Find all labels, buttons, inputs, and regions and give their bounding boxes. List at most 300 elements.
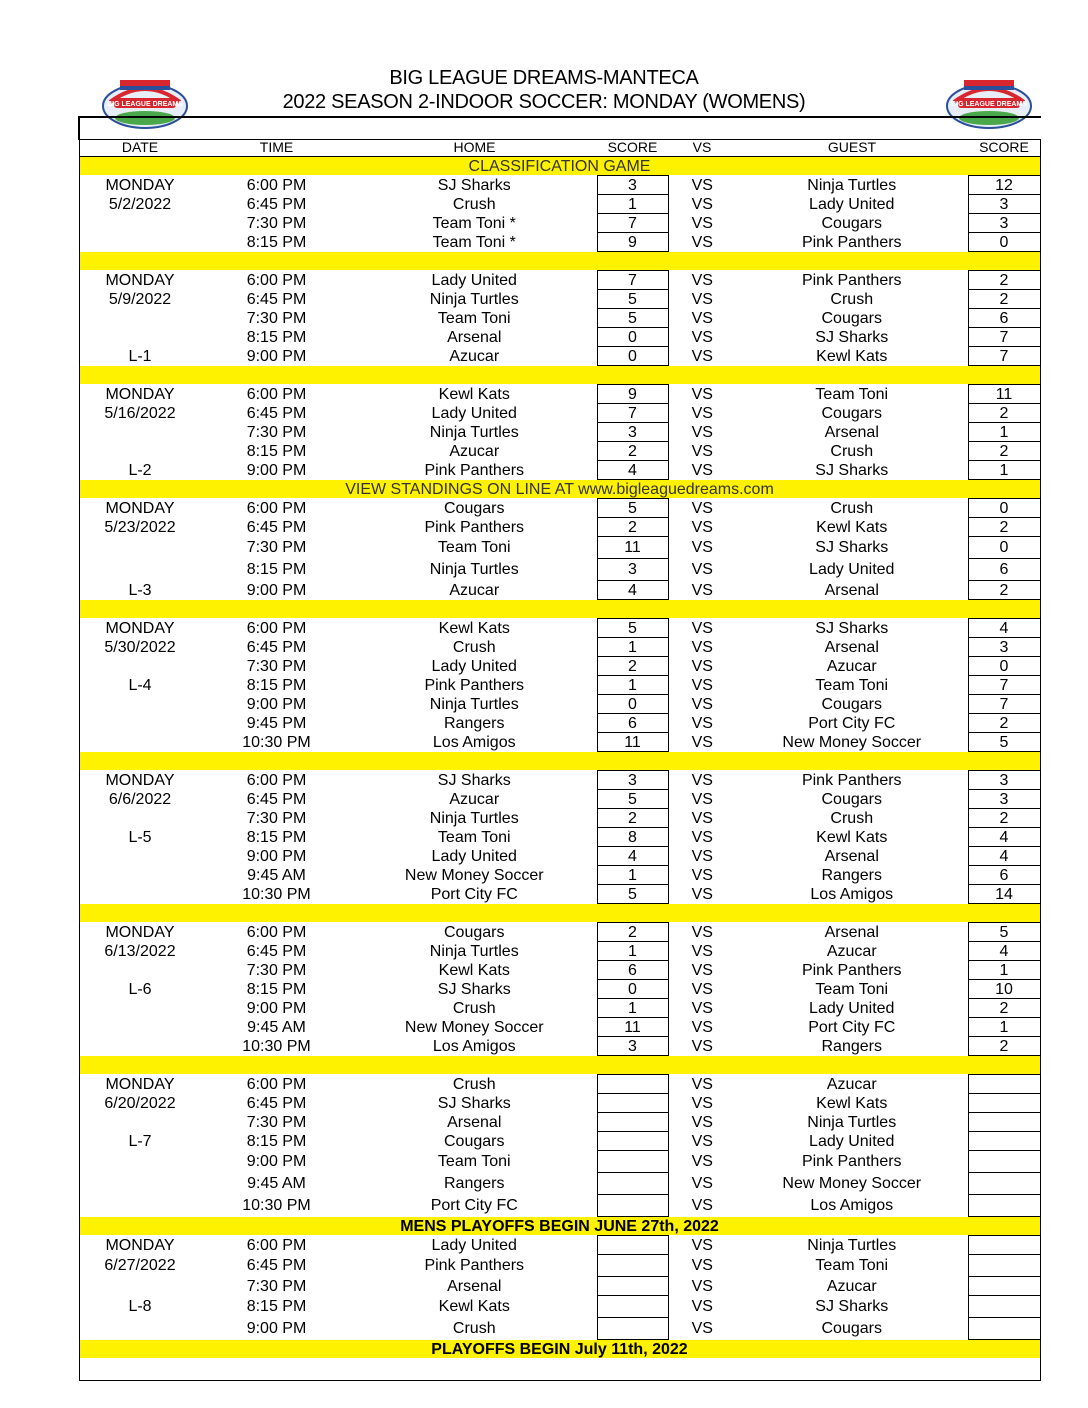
home-score: 11	[597, 537, 668, 559]
band-text: CLASSIFICATION GAME	[79, 157, 1040, 176]
vs-label: VS	[691, 404, 713, 422]
home-score: 2	[597, 923, 668, 942]
home-score	[597, 1277, 668, 1296]
home-score: 5	[597, 290, 668, 309]
game-time: 8:15 PM	[246, 828, 307, 846]
game-date	[79, 1037, 201, 1056]
game-time: 9:00 PM	[246, 581, 307, 599]
vs-label: VS	[691, 866, 713, 884]
vs-label: VS	[691, 1113, 713, 1131]
guest-score: 3	[968, 214, 1040, 233]
home-score: 4	[597, 847, 668, 866]
home-score: 0	[597, 347, 668, 366]
home-score: 7	[597, 214, 668, 233]
vs-label: VS	[691, 638, 713, 656]
game-date: MONDAY	[105, 771, 175, 789]
vs-label: VS	[691, 733, 713, 751]
guest-team: SJ Sharks	[815, 461, 889, 479]
home-score: 1	[597, 866, 668, 885]
game-row	[79, 923, 1040, 942]
game-date	[79, 733, 201, 752]
guest-team: Lady United	[809, 195, 895, 213]
guest-score: 0	[968, 657, 1040, 676]
game-row	[79, 404, 1040, 423]
home-team: Arsenal	[447, 328, 502, 346]
game-time: 7:30 PM	[246, 309, 307, 327]
home-score: 1	[597, 942, 668, 961]
game-time: 6:45 PM	[246, 404, 307, 422]
game-date: 5/2/2022	[108, 195, 172, 213]
game-row	[79, 714, 1040, 733]
game-date	[79, 1318, 201, 1340]
vs-label: VS	[691, 1037, 713, 1055]
band-text: MENS PLAYOFFS BEGIN JUNE 27th, 2022	[79, 1217, 1040, 1236]
game-date: 5/23/2022	[104, 518, 176, 536]
guest-score: 2	[968, 271, 1040, 290]
vs-label: VS	[691, 1175, 713, 1192]
home-team: Team Toni	[437, 539, 511, 556]
vs-label: VS	[691, 790, 713, 808]
guest-team: Cougars	[821, 404, 882, 422]
vs-label: VS	[691, 942, 713, 960]
game-row	[79, 942, 1040, 961]
home-team: Crush	[452, 1075, 496, 1093]
section-band	[79, 600, 1040, 619]
col-time: TIME	[201, 139, 352, 157]
game-time: 10:30 PM	[242, 733, 311, 751]
band-text	[79, 1056, 1040, 1075]
game-time: 6:45 PM	[246, 290, 307, 308]
game-row	[79, 581, 1040, 600]
guest-score: 2	[968, 404, 1040, 423]
vs-label: VS	[691, 271, 713, 289]
home-team: New Money Soccer	[404, 866, 544, 884]
home-score: 1	[597, 195, 668, 214]
col-home-score: SCORE	[597, 139, 668, 157]
game-time: 9:00 PM	[246, 999, 307, 1017]
vs-label: VS	[691, 828, 713, 846]
game-row	[79, 619, 1040, 638]
game-row	[79, 885, 1040, 904]
guest-team: Los Amigos	[810, 885, 894, 903]
vs-label: VS	[691, 1277, 713, 1295]
home-team: Azucar	[449, 581, 500, 599]
game-time: 10:30 PM	[242, 885, 311, 903]
home-team: Port City FC	[430, 885, 518, 903]
guest-team: Lady United	[809, 561, 895, 578]
home-score: 9	[597, 385, 668, 404]
guest-score	[968, 1113, 1040, 1132]
home-team: Azucar	[449, 790, 500, 808]
guest-score	[968, 1277, 1040, 1296]
home-team: SJ Sharks	[437, 176, 511, 194]
guest-score: 1	[968, 423, 1040, 442]
home-team: Ninja Turtles	[429, 290, 519, 308]
game-time: 8:15 PM	[246, 1298, 307, 1315]
vs-label: VS	[691, 847, 713, 865]
home-team: Crush	[452, 195, 496, 213]
game-date: MONDAY	[105, 1236, 175, 1254]
guest-score: 6	[968, 866, 1040, 885]
vs-label: VS	[691, 923, 713, 941]
vs-label: VS	[691, 461, 713, 479]
home-score: 8	[597, 828, 668, 847]
guest-team: Ninja Turtles	[807, 1113, 897, 1131]
game-time: 6:00 PM	[246, 1236, 307, 1254]
game-time: 8:15 PM	[246, 442, 307, 460]
game-time: 6:00 PM	[246, 271, 307, 289]
home-score: 9	[597, 233, 668, 252]
guest-team: Cougars	[821, 309, 882, 327]
game-row	[79, 695, 1040, 714]
vs-label: VS	[691, 233, 713, 251]
section-band	[79, 480, 1040, 499]
svg-text:BIG LEAGUE DREAMS: BIG LEAGUE DREAMS	[107, 101, 183, 108]
guest-team: Crush	[830, 809, 874, 827]
guest-team: Rangers	[821, 866, 882, 884]
guest-team: SJ Sharks	[815, 619, 889, 637]
game-date	[79, 537, 201, 559]
header-box	[78, 116, 1041, 140]
home-score: 3	[597, 1037, 668, 1056]
guest-score: 2	[968, 714, 1040, 733]
game-date	[79, 1195, 201, 1217]
guest-score: 3	[968, 638, 1040, 657]
guest-team: Team Toni	[815, 385, 889, 403]
guest-team: Team Toni	[815, 676, 889, 694]
game-date	[79, 233, 201, 252]
guest-score: 7	[968, 328, 1040, 347]
home-score: 0	[597, 980, 668, 999]
game-row	[79, 1296, 1040, 1318]
game-row	[79, 537, 1040, 559]
band-text	[79, 366, 1040, 385]
col-guest-score: SCORE	[968, 139, 1040, 157]
home-score: 11	[597, 1018, 668, 1037]
vs-label: VS	[691, 1257, 713, 1274]
game-time: 7:30 PM	[246, 1113, 307, 1131]
column-header-row	[79, 139, 1040, 157]
game-date	[79, 423, 201, 442]
page-subtitle: 2022 SEASON 2-INDOOR SOCCER: MONDAY (WOMENS)	[282, 91, 806, 113]
game-date	[79, 657, 201, 676]
home-score	[597, 1132, 668, 1151]
home-team: Team Toni	[437, 309, 511, 327]
game-date: L-5	[128, 828, 152, 846]
home-score: 5	[597, 619, 668, 638]
home-score: 6	[597, 714, 668, 733]
game-date	[79, 866, 201, 885]
home-team: Ninja Turtles	[429, 423, 519, 441]
home-team: SJ Sharks	[437, 1094, 511, 1112]
game-date	[79, 309, 201, 328]
home-team: Team Toni	[437, 1153, 511, 1170]
game-date: L-3	[128, 581, 152, 599]
guest-score	[968, 1296, 1040, 1318]
home-score: 2	[597, 809, 668, 828]
game-date: 6/27/2022	[104, 1257, 176, 1274]
game-time: 6:45 PM	[246, 942, 307, 960]
game-row	[79, 1132, 1040, 1151]
guest-score: 4	[968, 847, 1040, 866]
home-team: Team Toni *	[432, 233, 516, 251]
guest-score	[968, 1318, 1040, 1340]
game-row	[79, 328, 1040, 347]
home-team: Azucar	[449, 347, 500, 365]
game-row	[79, 771, 1040, 790]
home-score	[597, 1318, 668, 1340]
game-time: 9:00 PM	[246, 1320, 307, 1337]
col-guest: GUEST	[736, 139, 968, 157]
game-row	[79, 423, 1040, 442]
game-date: MONDAY	[105, 619, 175, 637]
game-row	[79, 733, 1040, 752]
home-team: Arsenal	[447, 1277, 502, 1295]
game-date	[79, 999, 201, 1018]
game-date: MONDAY	[105, 176, 175, 194]
game-date	[79, 714, 201, 733]
guest-score: 0	[968, 499, 1040, 518]
game-date	[79, 847, 201, 866]
game-time: 9:45 PM	[246, 714, 307, 732]
game-time: 6:00 PM	[246, 1075, 307, 1093]
home-team: Lady United	[431, 657, 517, 675]
vs-label: VS	[691, 1236, 713, 1254]
game-date	[79, 328, 201, 347]
home-score	[597, 1255, 668, 1277]
game-time: 6:00 PM	[246, 176, 307, 194]
guest-score: 2	[968, 518, 1040, 537]
game-date: L-1	[128, 347, 152, 365]
game-date: 5/30/2022	[104, 638, 176, 656]
vs-label: VS	[691, 771, 713, 789]
guest-team: Pink Panthers	[801, 961, 902, 979]
game-time: 7:30 PM	[246, 809, 307, 827]
guest-team: Azucar	[826, 1075, 877, 1093]
home-team: SJ Sharks	[437, 771, 511, 789]
game-row	[79, 999, 1040, 1018]
guest-team: Kewl Kats	[816, 1094, 888, 1112]
home-score: 0	[597, 695, 668, 714]
game-date	[79, 1173, 201, 1195]
vs-label: VS	[691, 423, 713, 441]
game-time: 8:15 PM	[246, 561, 307, 578]
guest-team: New Money Soccer	[782, 1175, 922, 1192]
home-score: 1	[597, 999, 668, 1018]
game-row	[79, 790, 1040, 809]
home-team: Pink Panthers	[424, 518, 525, 536]
vs-label: VS	[691, 885, 713, 903]
game-date: L-8	[128, 1298, 152, 1315]
game-date: MONDAY	[105, 271, 175, 289]
game-date: 5/16/2022	[104, 404, 176, 422]
guest-team: Lady United	[809, 1132, 895, 1150]
band-text: PLAYOFFS BEGIN July 11th, 2022	[79, 1340, 1040, 1359]
game-row	[79, 1195, 1040, 1217]
home-team: Arsenal	[447, 1113, 502, 1131]
home-score	[597, 1113, 668, 1132]
guest-team: SJ Sharks	[815, 328, 889, 346]
guest-team: Kewl Kats	[816, 518, 888, 536]
section-band	[79, 366, 1040, 385]
home-team: Lady United	[431, 404, 517, 422]
guest-team: Kewl Kats	[816, 828, 888, 846]
game-row	[79, 559, 1040, 581]
guest-score: 2	[968, 581, 1040, 600]
guest-team: Team Toni	[815, 980, 889, 998]
band-text: VIEW STANDINGS ON LINE AT www.bigleaguedreams.com	[79, 480, 1040, 499]
game-row	[79, 176, 1040, 195]
game-row	[79, 499, 1040, 518]
home-team: Ninja Turtles	[429, 561, 519, 578]
vs-label: VS	[691, 328, 713, 346]
guest-team: Crush	[830, 290, 874, 308]
game-time: 6:00 PM	[246, 923, 307, 941]
game-time: 8:15 PM	[246, 328, 307, 346]
game-row	[79, 1318, 1040, 1340]
guest-team: Port City FC	[808, 1018, 896, 1036]
game-time: 6:45 PM	[246, 1257, 307, 1274]
game-date: MONDAY	[105, 385, 175, 403]
game-row	[79, 347, 1040, 366]
band-text	[79, 600, 1040, 619]
game-row	[79, 657, 1040, 676]
game-date	[79, 1113, 201, 1132]
game-row	[79, 1255, 1040, 1277]
home-team: Ninja Turtles	[429, 809, 519, 827]
home-score	[597, 1075, 668, 1094]
vs-label: VS	[691, 1018, 713, 1036]
game-row	[79, 980, 1040, 999]
home-team: Crush	[452, 999, 496, 1017]
vs-label: VS	[691, 176, 713, 194]
game-row	[79, 1018, 1040, 1037]
game-row	[79, 233, 1040, 252]
home-score: 1	[597, 676, 668, 695]
vs-label: VS	[691, 1153, 713, 1170]
guest-team: Cougars	[821, 1320, 882, 1337]
home-team: Kewl Kats	[438, 961, 510, 979]
home-team: Rangers	[444, 1175, 505, 1192]
guest-team: Los Amigos	[810, 1197, 894, 1214]
home-team: Los Amigos	[432, 1037, 516, 1055]
game-row	[79, 1236, 1040, 1255]
home-score: 11	[597, 733, 668, 752]
game-row	[79, 1151, 1040, 1173]
vs-label: VS	[691, 581, 713, 599]
guest-score: 7	[968, 676, 1040, 695]
vs-label: VS	[691, 961, 713, 979]
guest-team: Arsenal	[824, 847, 879, 865]
game-time: 7:30 PM	[246, 423, 307, 441]
vs-label: VS	[691, 539, 713, 556]
vs-label: VS	[691, 1320, 713, 1337]
guest-team: Arsenal	[824, 581, 879, 599]
guest-team: Cougars	[821, 790, 882, 808]
guest-score	[968, 1255, 1040, 1277]
game-time: 9:00 PM	[246, 695, 307, 713]
home-team: Crush	[452, 1320, 496, 1337]
guest-score: 14	[968, 885, 1040, 904]
home-team: Port City FC	[430, 1197, 518, 1214]
home-score	[597, 1296, 668, 1318]
guest-score: 4	[968, 619, 1040, 638]
schedule-table	[79, 139, 1041, 1358]
game-row	[79, 809, 1040, 828]
svg-text:BIG LEAGUE DREAMS: BIG LEAGUE DREAMS	[951, 101, 1027, 108]
game-time: 8:15 PM	[246, 233, 307, 251]
vs-label: VS	[691, 347, 713, 365]
vs-label: VS	[691, 657, 713, 675]
game-row	[79, 638, 1040, 657]
home-score	[597, 1151, 668, 1173]
game-date: 5/9/2022	[108, 290, 172, 308]
home-team: Ninja Turtles	[429, 695, 519, 713]
game-row	[79, 1113, 1040, 1132]
guest-score: 6	[968, 559, 1040, 581]
vs-label: VS	[691, 1298, 713, 1315]
guest-score	[968, 1151, 1040, 1173]
home-team: SJ Sharks	[437, 980, 511, 998]
home-team: Pink Panthers	[424, 461, 525, 479]
game-row	[79, 518, 1040, 537]
game-row	[79, 1173, 1040, 1195]
home-score: 0	[597, 328, 668, 347]
section-band	[79, 1056, 1040, 1075]
game-date: MONDAY	[105, 923, 175, 941]
game-date	[79, 1277, 201, 1296]
guest-score	[968, 1075, 1040, 1094]
vs-label: VS	[691, 561, 713, 578]
vs-label: VS	[691, 999, 713, 1017]
guest-score	[968, 1094, 1040, 1113]
game-date	[79, 1151, 201, 1173]
home-score	[597, 1195, 668, 1217]
guest-team: Pink Panthers	[801, 233, 902, 251]
game-time: 7:30 PM	[246, 657, 307, 675]
vs-label: VS	[691, 1197, 713, 1214]
game-time: 7:30 PM	[246, 961, 307, 979]
guest-team: Azucar	[826, 657, 877, 675]
vs-label: VS	[691, 980, 713, 998]
home-team: Crush	[452, 638, 496, 656]
vs-label: VS	[691, 1075, 713, 1093]
home-score: 2	[597, 442, 668, 461]
game-time: 6:45 PM	[246, 638, 307, 656]
guest-score: 10	[968, 980, 1040, 999]
home-team: Kewl Kats	[438, 1298, 510, 1315]
game-time: 8:15 PM	[246, 1132, 307, 1150]
guest-score: 1	[968, 461, 1040, 480]
section-band	[79, 157, 1040, 176]
vs-label: VS	[691, 309, 713, 327]
vs-label: VS	[691, 385, 713, 403]
game-date	[79, 885, 201, 904]
home-score: 7	[597, 271, 668, 290]
vs-label: VS	[691, 1132, 713, 1150]
vs-label: VS	[691, 214, 713, 232]
game-row	[79, 1094, 1040, 1113]
game-row	[79, 1075, 1040, 1094]
home-score: 3	[597, 176, 668, 195]
home-team: Cougars	[444, 499, 505, 517]
header	[0, 66, 1088, 114]
game-row	[79, 385, 1040, 404]
guest-team: Rangers	[821, 1037, 882, 1055]
game-date: 6/20/2022	[104, 1094, 176, 1112]
guest-team: Cougars	[821, 214, 882, 232]
vs-label: VS	[691, 714, 713, 732]
